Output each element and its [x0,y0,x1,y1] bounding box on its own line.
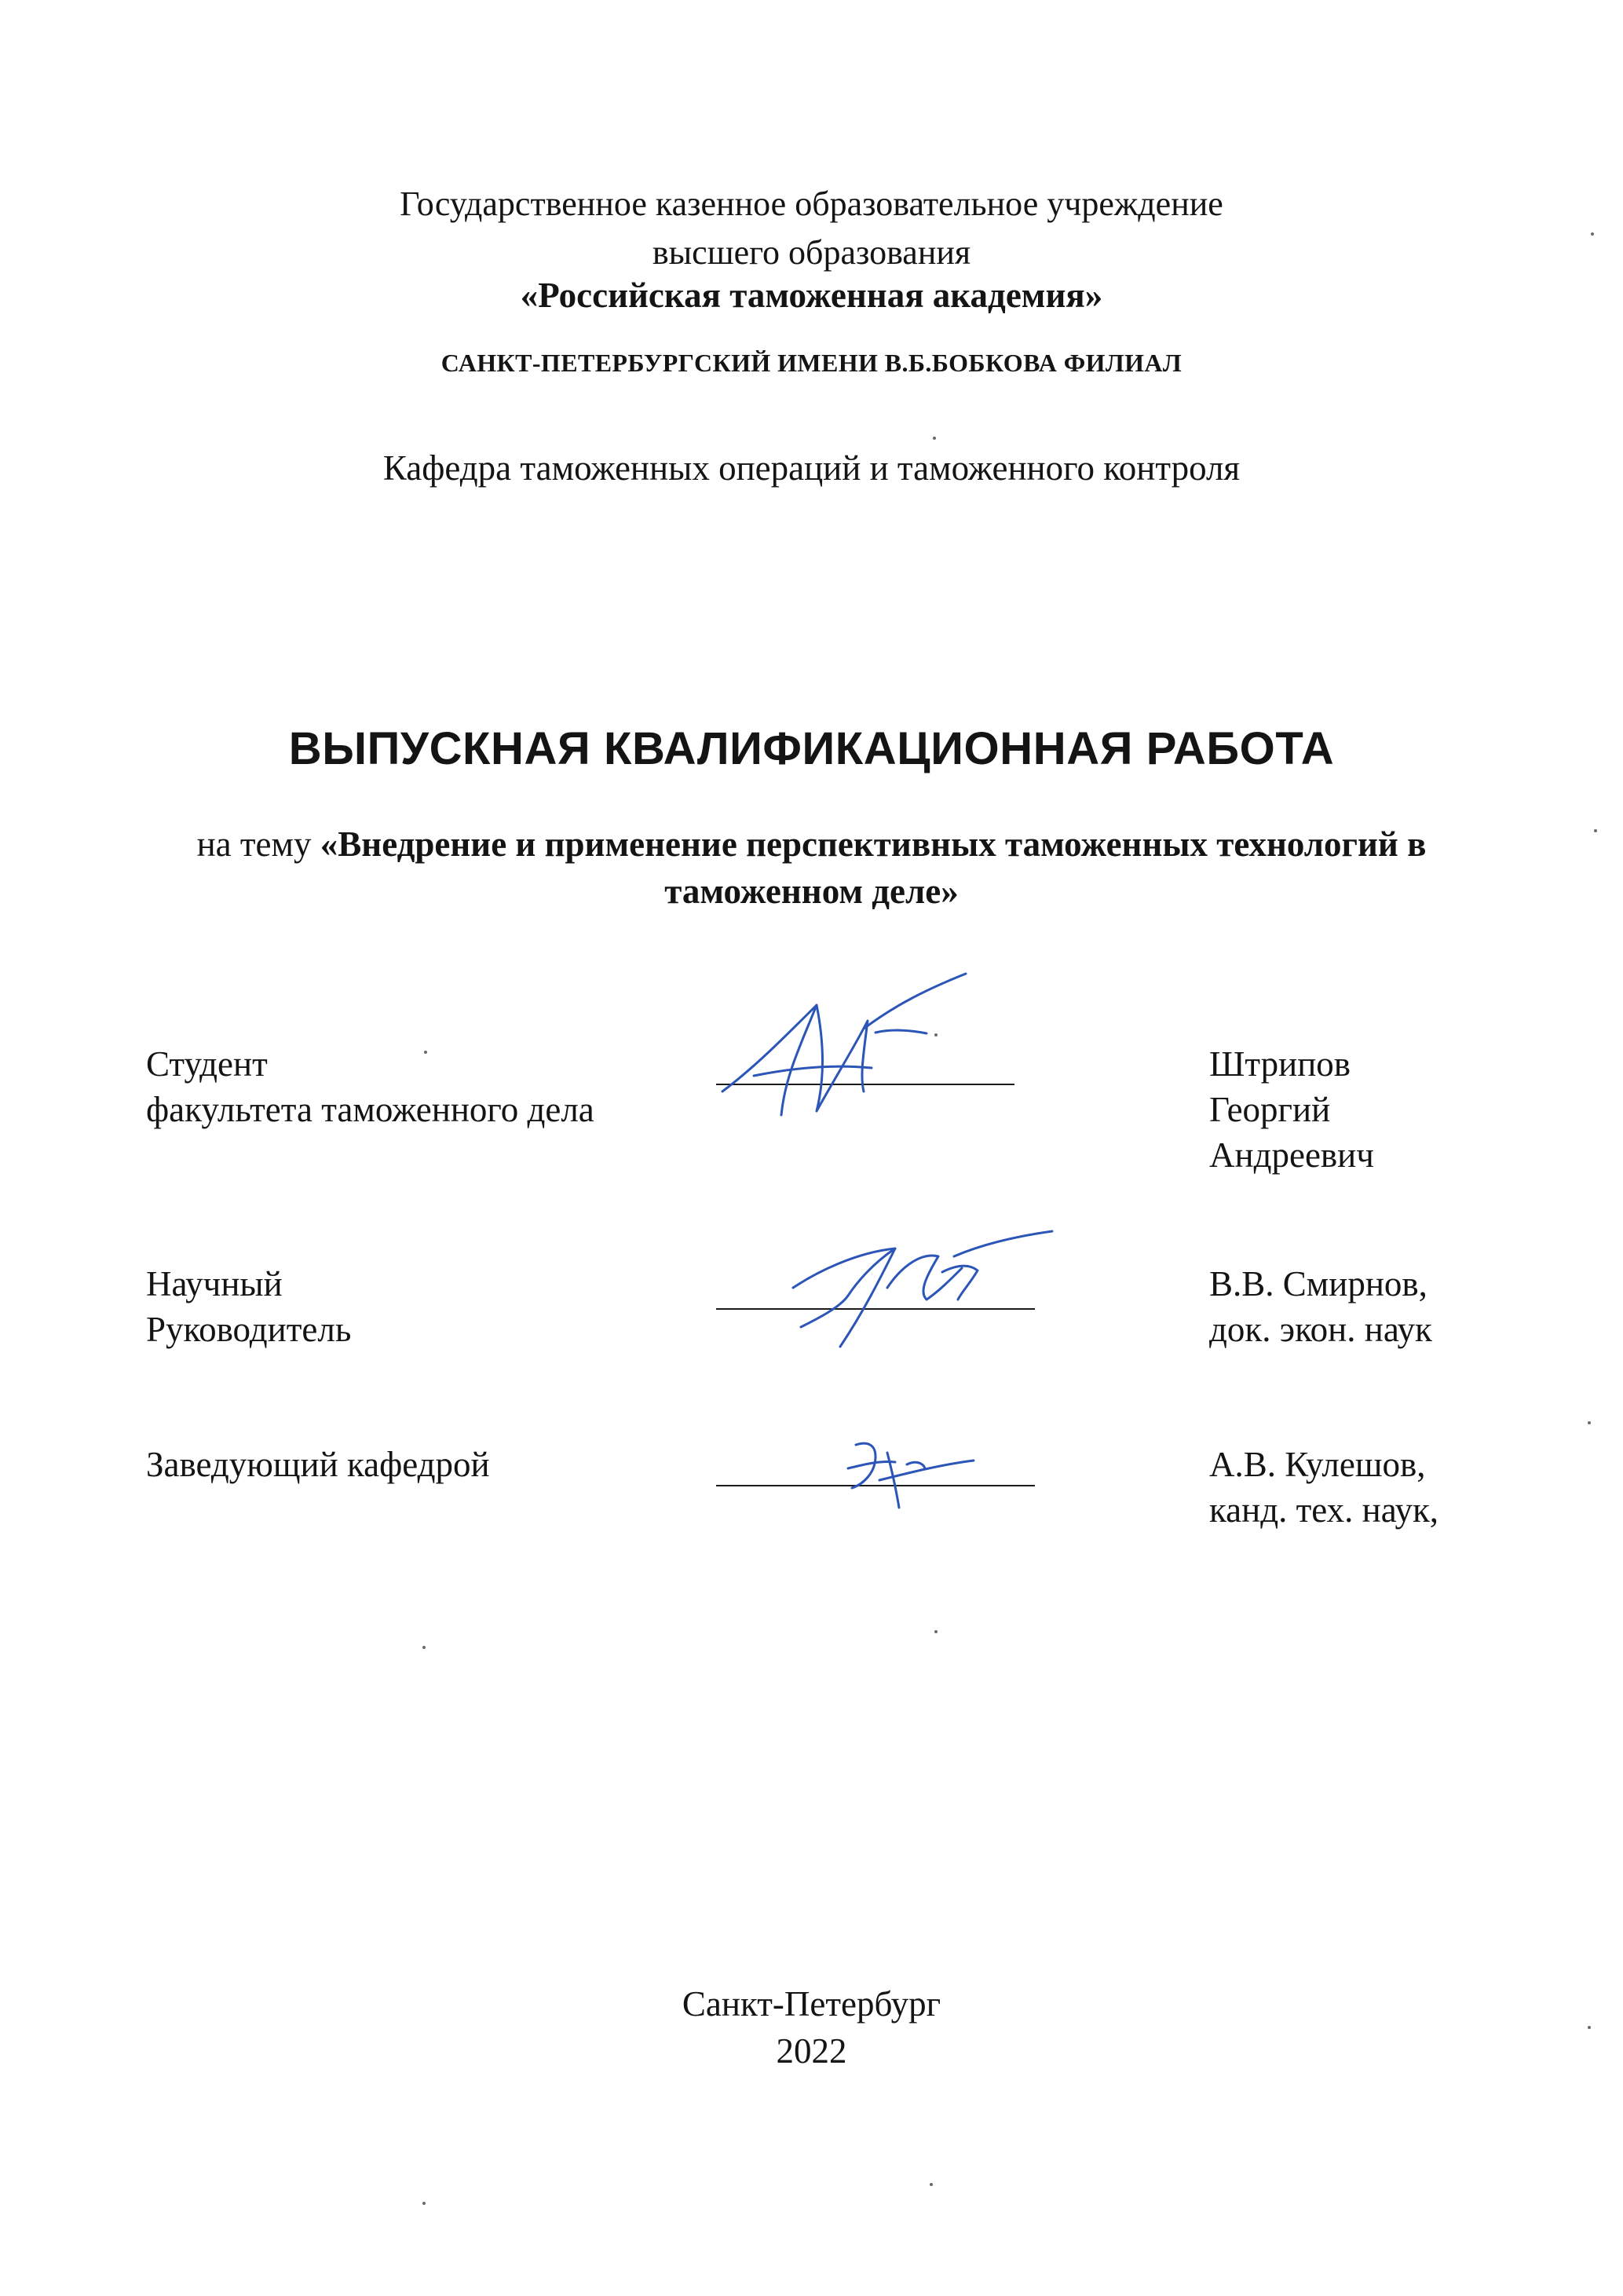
signature-supervisor [769,1209,1068,1358]
role-line: Руководитель [146,1310,352,1349]
scan-speck [422,2202,426,2205]
scan-speck [933,437,936,440]
signature-student [707,958,989,1139]
scan-speck [934,1630,938,1633]
scan-speck [1594,829,1597,832]
topic-line-1 [0,821,1623,867]
role-supervisor [146,1261,351,1352]
institution-line-2: высшего образования [652,233,971,272]
signature-head [832,1429,989,1523]
name-line: Андреевич [1209,1135,1374,1175]
city: Санкт-Петербург [682,1984,941,2024]
role-line: Заведующий кафедрой [146,1445,490,1484]
scan-speck [1588,2026,1591,2029]
role-student [146,1041,594,1132]
name-head [1209,1442,1438,1533]
name-line: А.В. Кулешов, [1209,1445,1426,1484]
role-line: Научный [146,1264,283,1303]
name-line: Штрипов [1209,1044,1351,1084]
scan-speck [1591,232,1594,236]
year: 2022 [776,2031,847,2071]
topic-title-line-2: таможенном деле» [664,872,959,911]
role-head [146,1442,490,1487]
name-line: Георгий [1209,1090,1331,1129]
academy-name: «Российская таможенная академия» [520,276,1103,315]
name-line: канд. тех. наук, [1209,1490,1439,1530]
name-line: В.В. Смирнов, [1209,1264,1427,1303]
institution-line-1: Государственное казенное образовательное учреждение [400,185,1223,223]
role-line: факультета таможенного дела [146,1090,594,1129]
topic-title-line-1: «Внедрение и применение перспективных таможенных технологий в [320,824,1427,864]
topic-prefix: на тему [196,824,320,864]
scan-speck [930,2183,933,2186]
document-title: ВЫПУСКНАЯ КВАЛИФИКАЦИОННАЯ РАБОТА [288,723,1335,774]
name-student [1209,1041,1374,1178]
scan-speck [424,1051,427,1054]
scan-speck [1588,1421,1591,1424]
department-name: Кафедра таможенных операций и таможенного контроля [382,448,1241,488]
branch-name: САНКТ-ПЕТЕРБУРГСКИЙ ИМЕНИ В.Б.БОБКОВА ФИЛИАЛ [440,349,1183,377]
name-supervisor [1209,1261,1432,1352]
scan-speck [422,1646,426,1649]
role-line: Студент [146,1044,268,1084]
name-line: док. экон. наук [1209,1310,1432,1349]
scan-speck [934,1033,938,1036]
